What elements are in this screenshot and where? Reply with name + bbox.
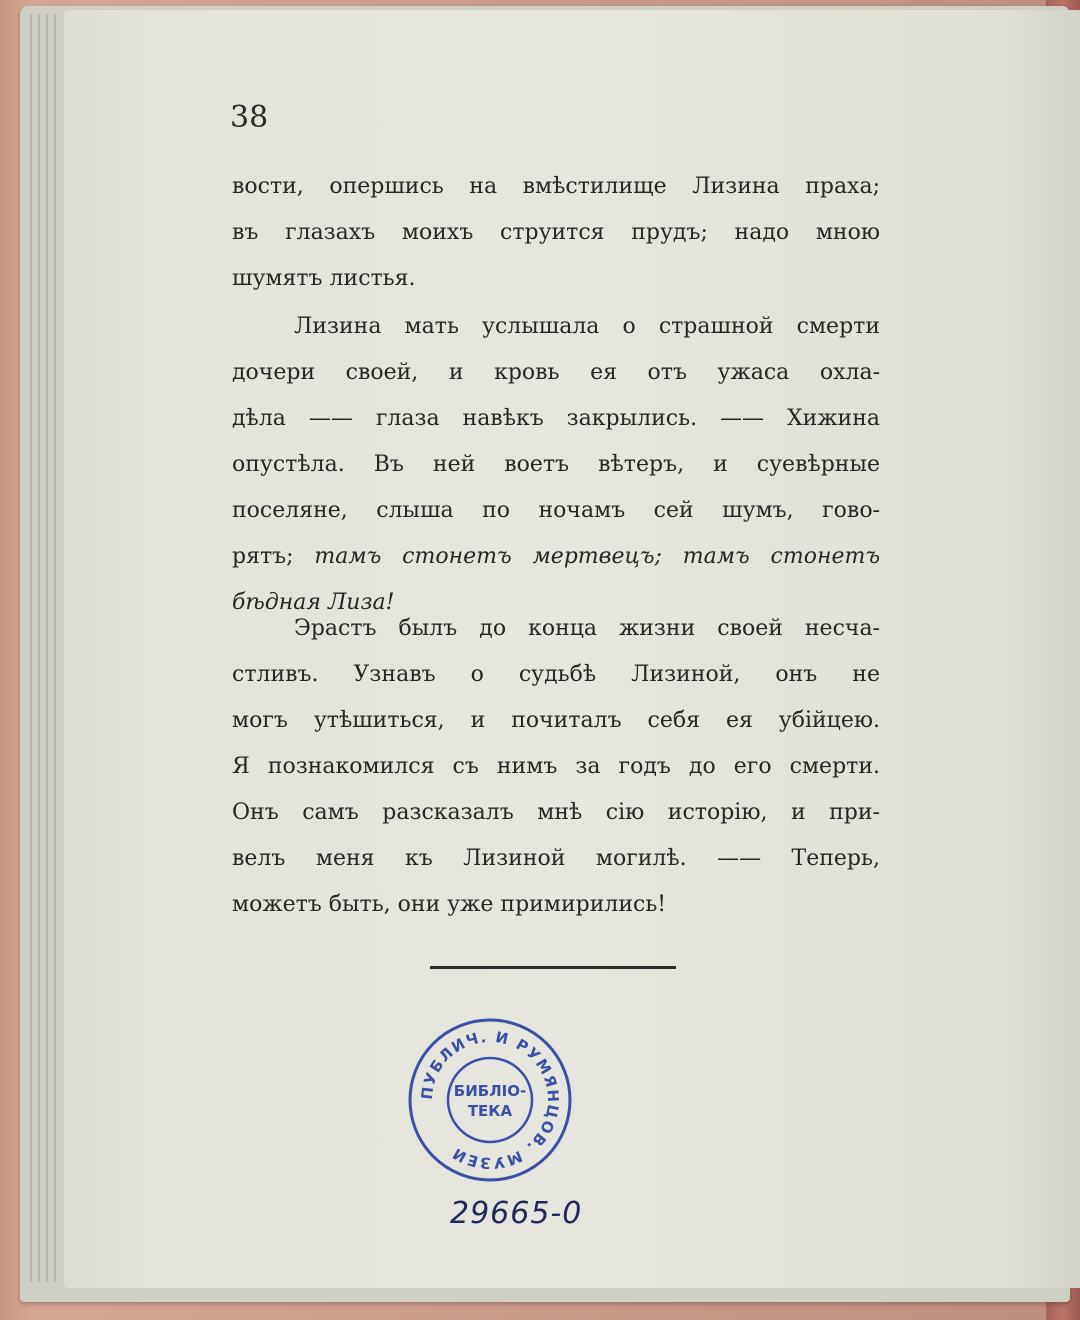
shelfmark: 29665-0: [450, 1196, 583, 1231]
page-edge: [54, 14, 56, 1282]
page-edge: [30, 14, 32, 1282]
stamp-center-line-2: ТЕКА: [467, 1102, 513, 1120]
end-rule: [430, 966, 676, 969]
text-line: велъ меня къ Лизиной могилѣ. —— Теперь,: [232, 846, 880, 871]
text-line: дочери своей, и кровь ея отъ ужаса охла-: [232, 360, 880, 385]
text-plain: рятъ;: [232, 544, 294, 569]
paragraph-2: [232, 304, 880, 626]
page-edge: [46, 14, 48, 1282]
text-line: можетъ быть, они уже примирились!: [232, 892, 667, 917]
page-edge: [38, 14, 40, 1282]
page-number: 38: [230, 100, 269, 135]
text-line-mixed: [232, 534, 880, 580]
text-line: въ глазахъ моихъ струится прудъ; надо мною: [232, 220, 880, 245]
text-line: Я познакомился съ нимъ за годъ до его смерти.: [232, 754, 880, 779]
text-line: Онъ самъ разсказалъ мнѣ сію исторію, и при-: [232, 800, 880, 825]
text-line: вости, опершись на вмѣстилище Лизина праха;: [232, 174, 880, 199]
stamp-ring-text: ПУБЛИЧ. И РУМЯНЦОВ. МУЗЕИ: [417, 1027, 563, 1173]
stamp-inner-ring: [448, 1058, 532, 1142]
text-line: поселяне, слыша по ночамъ сей шумъ, гово-: [232, 498, 880, 523]
text-line: могъ утѣшиться, и почиталъ себя ея убійцею.: [232, 708, 880, 733]
paragraph-1: [232, 164, 880, 302]
text-line: Эрастъ былъ до конца жизни своей несча-: [294, 616, 880, 641]
text-line-italic: бѣдная Лиза!: [232, 590, 395, 615]
text-line: опустѣла. Въ ней воетъ вѣтеръ, и суевѣрные: [232, 452, 880, 477]
text-line: стливъ. Узнавъ о судьбѣ Лизиной, онъ не: [232, 662, 880, 687]
text-italic: тамъ стонетъ мертвецъ; тамъ стонетъ: [314, 544, 880, 569]
paragraph-3: [232, 606, 880, 928]
text-line: дѣла —— глаза навѣкъ закрылись. —— Хижина: [232, 406, 880, 431]
text-line: шумятъ листья.: [232, 266, 416, 291]
stamp-center-line-1: БИБЛІО-: [453, 1082, 527, 1100]
library-stamp: [406, 1016, 574, 1184]
text-line: Лизина мать услышала о страшной смерти: [294, 314, 880, 339]
